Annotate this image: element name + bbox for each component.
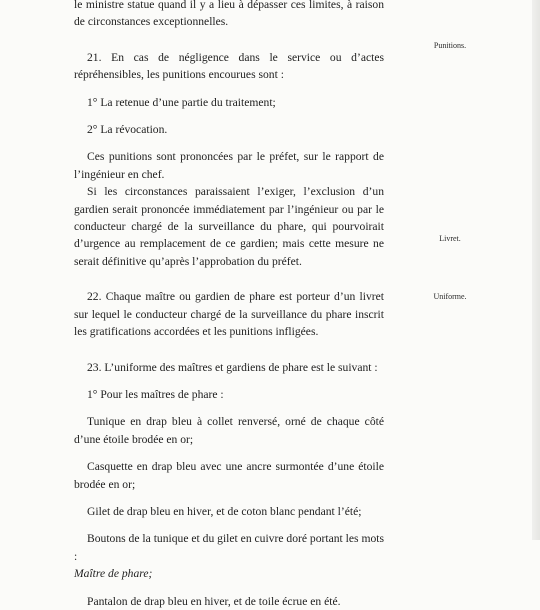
article-23-line-4-italic: Maître de phare; [74,567,153,581]
page-gutter-shadow [532,0,540,540]
article-23-line-5: Pantalon de drap bleu en hiver, et de toile écrue en été. [87,594,341,608]
article-21-paragraph-1: Ces punitions sont prononcées par le préfet, sur le rapport de l’ingénieur en chef. [74,150,384,181]
article-23-line-1: Tunique en drap bleu à collet renversé, orné de chaque côté d’une étoile brodée en or; [74,415,384,446]
margin-note-livret: Livret. [439,234,461,243]
article-23-intro: 23. L’uniforme des maîtres et gardiens de phare est le suivant : [87,360,378,374]
margin-note-uniforme: Uniforme. [433,292,467,301]
article-23-line-3: Gilet de drap bleu en hiver, et de coton blanc pendant l’été; [87,504,362,518]
article-21-item-1: 1° La retenue d’une partie du traitement; [87,95,276,109]
body-text [74,0,384,610]
article-23-line-2: Casquette en drap bleu avec une ancre surmontée d’une étoile brodée en or; [74,460,384,491]
article-21-paragraph-2: Si les circonstances paraissaient l’exiger, l’exclusion d’un gardien serait prononcée immédiatement par l’ingénieur ou par le conducteur chargé de la surveillance du phare, qui pourvoirait d’urgence au remplacement de ce gardien; mais cette mesure ne serait définitive qu’après l’approbation du préfet. [74,185,384,268]
article-23-subheading: 1° Pour les maîtres de phare : [87,387,224,401]
article-23-line-4-text: Boutons de la tunique et du gilet en cuivre doré portant les mots : [74,532,384,563]
article-22-text: 22. Chaque maître ou gardien de phare est porteur d’un livret sur lequel le conducteur chargé de la surveillance du phare inscrit les gratifications accordées et les punitions infligées. [74,290,384,339]
article-21-intro: 21. En cas de négligence dans le service ou d’actes répréhensibles, les punitions encourues sont : [74,50,384,82]
margin-note-punitions: Punitions. [433,41,467,50]
article-23-line-4 [74,530,384,582]
continuation-paragraph: le ministre statue quand il y a lieu à dépasser ces limites, à raison de circonstances exceptionnelles. [74,0,384,29]
article-21-item-2: 2° La révocation. [87,123,168,137]
